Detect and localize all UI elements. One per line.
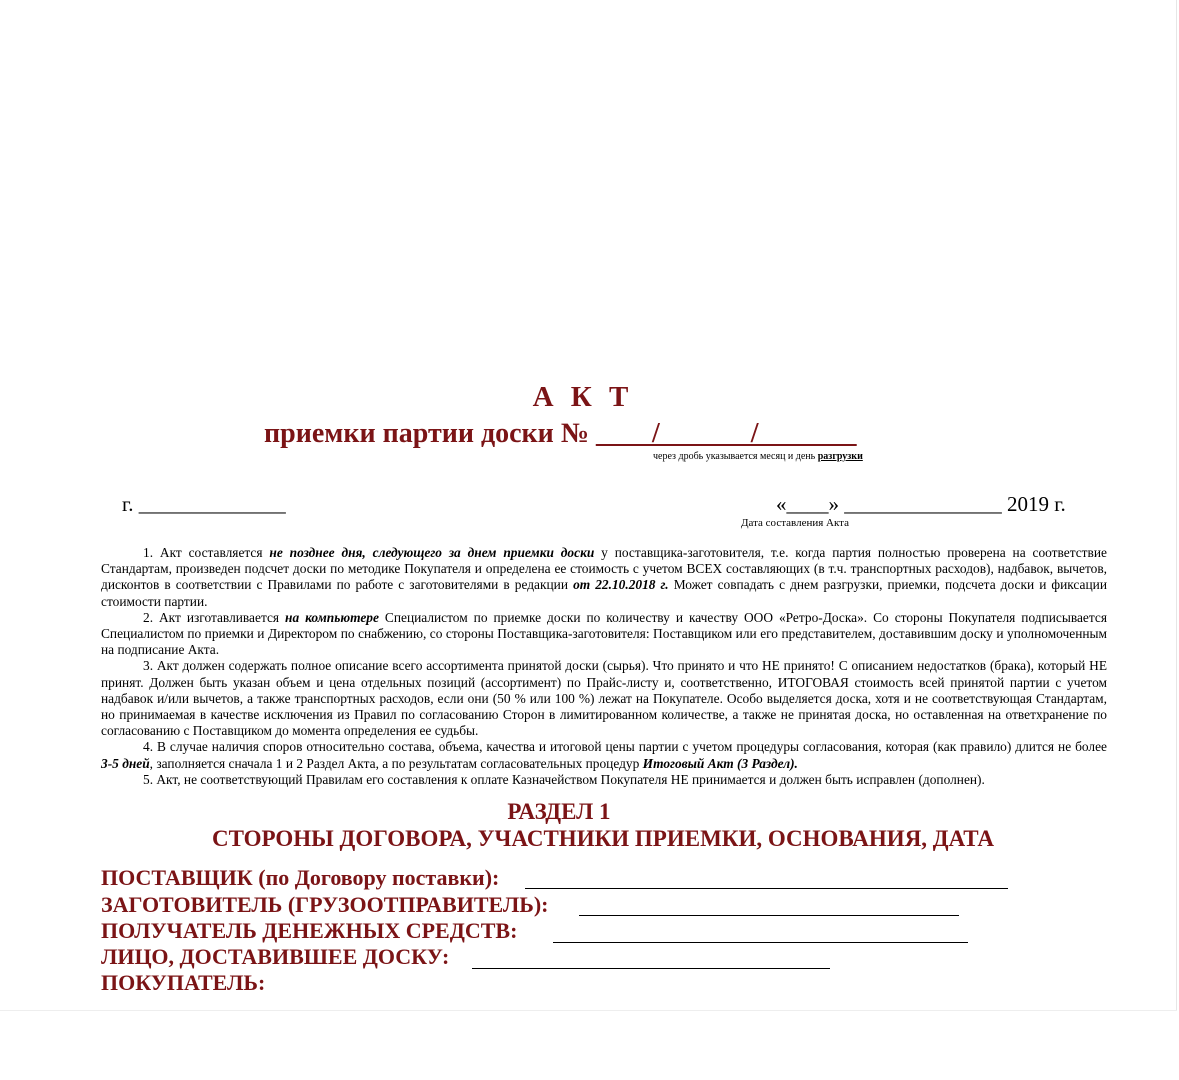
act-number-blanks: ____/______ /_______ (595, 418, 857, 449)
instruction-paragraph-1: 1. Акт составляется не позднее дня, следующего за днем приемки доски у поставщика-заготовителя, т.е. когда партия полностью проверена на соответствие Стандартам, произведен подсчет доски по методике Покупателя и определена ее стоимость с учетом ВСЕХ составляющих (в т.ч. транспортных расходов), надбавок, вычетов, дисконтов в соответствии с Правилами по работе с заготовителями в редакции от 22.10.2018 г. Может совпадать с днем разгрузки, приемки, подсчета доски и фиксации стоимости партии. (101, 545, 1107, 609)
page-edge-right (1176, 0, 1177, 1010)
document-subtitle (264, 418, 857, 450)
instruction-paragraph-2: 2. Акт изготавливается на компьютере Специалистом по приемке доски по количеству и качеству ООО «Ретро-Доска». Со стороны Покупателя подписывается Специалистом по приемки и Директором по снабжению, со стороны Поставщика-заготовителя: Поставщиком или его представителем, доставившим доску и уполномоченным на подписание Акта. (101, 609, 1107, 658)
instruction-paragraph-4: 4. В случае наличия споров относительно состава, объема, качества и итоговой цены партии с учетом процедуры согласования, которая (как правило) длится не более 3-5 дней, заполняется сначала 1 и 2 Раздел Акта, а по результатам согласовательных процедур Итоговый Акт (3 Раздел). (101, 739, 1107, 771)
supplier-label: ПОСТАВЩИК (по Договору поставки): (101, 865, 500, 890)
shipper-label: ЗАГОТОВИТЕЛЬ (ГРУЗООТПРАВИТЕЛЬ): (101, 892, 549, 917)
section-subtitle: СТОРОНЫ ДОГОВОРА, УЧАСТНИКИ ПРИЕМКИ, ОСНОВАНИЯ, ДАТА (211, 826, 995, 851)
date-line: «____» _______________ 2019 г. (776, 492, 1066, 516)
buyer-label: ПОКУПАТЕЛЬ: (101, 970, 266, 995)
deliverer-fill-line[interactable] (472, 946, 830, 969)
section-title: РАЗДЕЛ 1 (507, 799, 611, 824)
document-title: А К Т (532, 381, 634, 413)
shipper-fill-line[interactable] (579, 893, 959, 916)
act-number-note-emphasis: разгрузки (817, 451, 863, 462)
instruction-paragraph-5: 5. Акт, не соответствующий Правилам его составления к оплате Казначейством Покупателя НЕ принимается и должен быть исправлен (дополнен). (143, 771, 985, 787)
instruction-paragraph-3: 3. Акт должен содержать полное описание всего ассортимента принятой доски (сырья). Что принято и что НЕ принято! С описанием недостатков (брака), который НЕ принят. Должен быть указан объем и цена отдельных позиций (ассортимент) по Прайс-листу и, соответственно, ИТОГОВАЯ стоимость всей принятой партии с учетом надбавок и/или вычетов, а также транспортных расходов, если они (50 % или 100 %) лежат на Покупателе. Особо выделяется доска, хотя и не соответствующая Стандартам, но принимаемая в качестве исключения из Правил по согласованию Сторон в лимитированном количестве, а также не принятая доска, но оставленная на ответхранение по согласованию с Поставщиком до момента определения ее судьбы. (101, 658, 1107, 739)
deliverer-label: ЛИЦО, ДОСТАВИВШЕЕ ДОСКУ: (101, 944, 450, 969)
city-line: г. ______________ (122, 492, 286, 516)
instructions-block (101, 545, 1107, 788)
act-number-note-text: через дробь указывается месяц и день (653, 451, 818, 462)
date-note: Дата составления Акта (741, 517, 850, 529)
page-edge-bottom (0, 1010, 1177, 1011)
subtitle-prefix: приемки партии доски № (264, 418, 596, 449)
payee-fill-line[interactable] (553, 920, 968, 943)
supplier-fill-line[interactable] (525, 866, 1008, 889)
payee-label: ПОЛУЧАТЕЛЬ ДЕНЕЖНЫХ СРЕДСТВ: (101, 918, 518, 943)
act-number-note (653, 451, 863, 462)
